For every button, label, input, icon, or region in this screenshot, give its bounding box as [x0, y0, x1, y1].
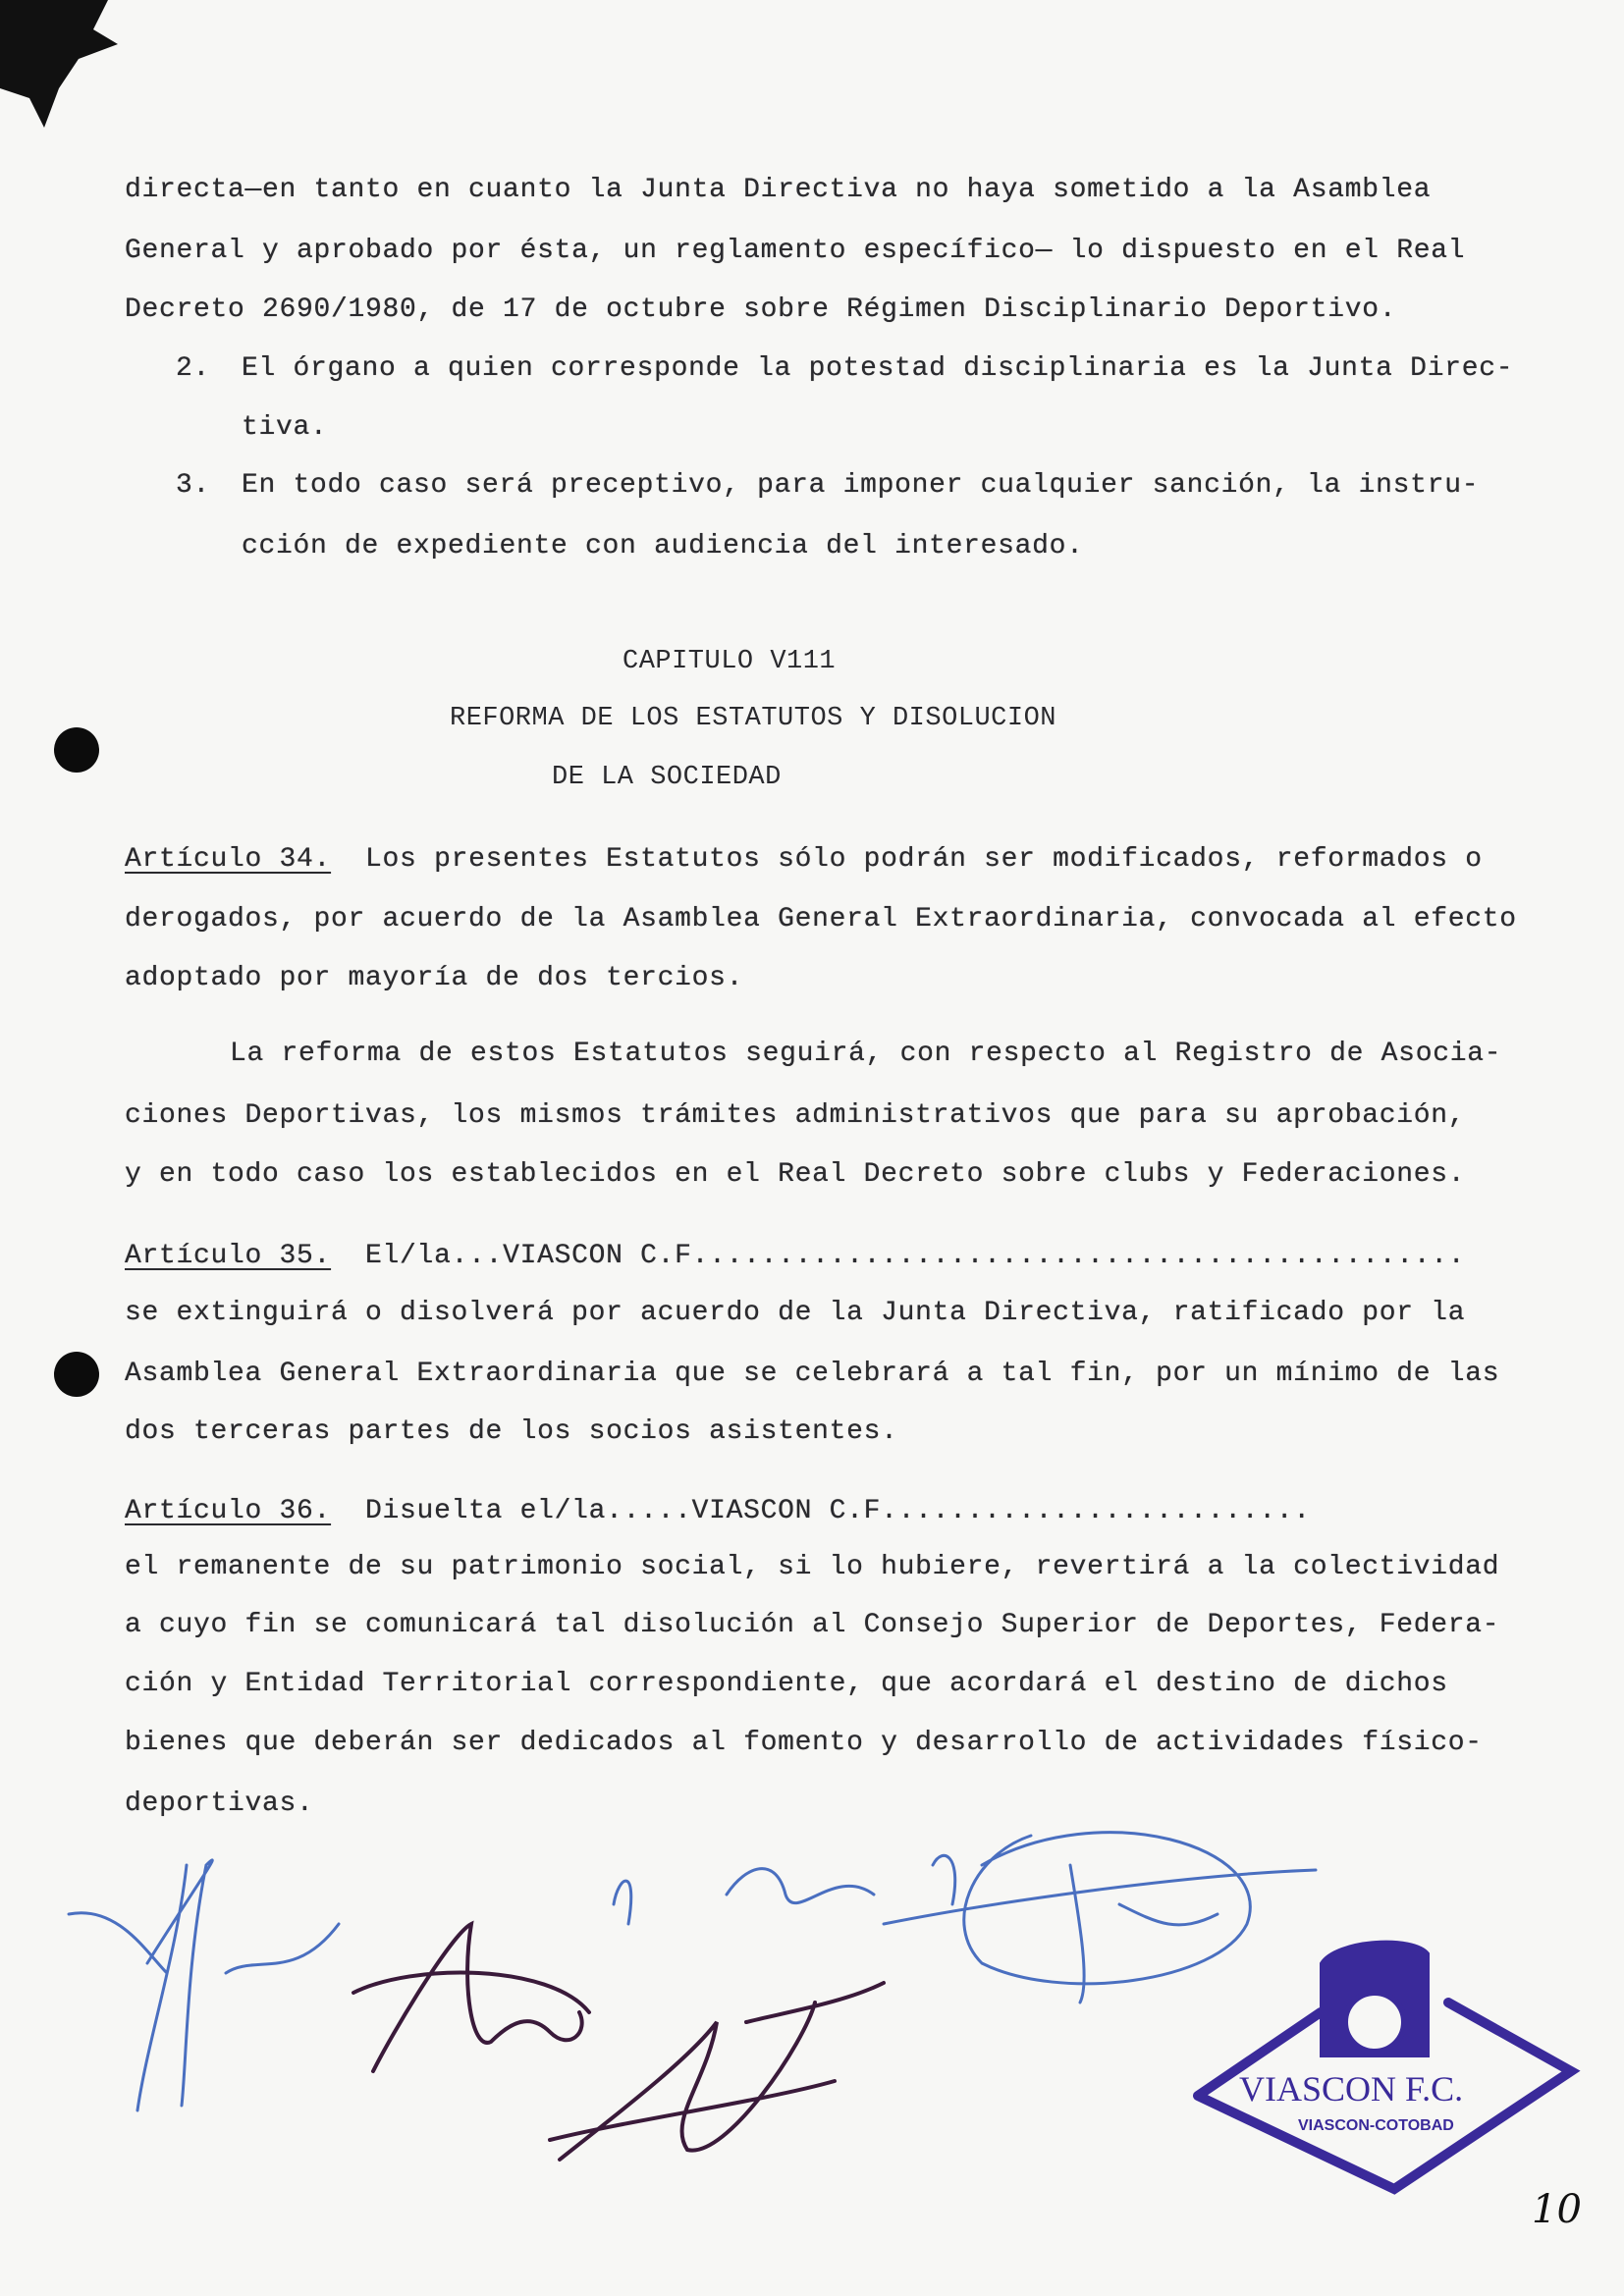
text-line: dos terceras partes de los socios asistentes. [125, 1416, 898, 1447]
text-line: derogados, por acuerdo de la Asamblea General Extraordinaria, convocada al efecto [125, 904, 1517, 934]
text-line: deportivas. [125, 1789, 314, 1819]
text-line: el remanente de su patrimonio social, si lo hubiere, revertirá a la colectividad [125, 1552, 1500, 1582]
article-label: Artículo 35. [125, 1241, 332, 1271]
signature-1 [69, 1860, 339, 2110]
text-line: directa—en tanto en cuanto la Junta Directiva no haya sometido a la Asamblea [125, 175, 1432, 205]
text-line: se extinguirá o disolverá por acuerdo de la Junta Directiva, ratificado por la [125, 1298, 1466, 1328]
text-line: Decreto 2690/1980, de 17 de octubre sobre Régimen Disciplinario Deportivo. [125, 294, 1397, 325]
scan-corner-mark [0, 0, 128, 128]
chapter-number: CAPITULO V111 [623, 647, 837, 676]
signature-2 [353, 1924, 884, 2160]
page-number: 10 [1532, 2187, 1582, 2232]
punch-hole [54, 727, 99, 773]
punch-hole [54, 1352, 99, 1397]
filled-blank-line: El/la...VIASCON C.F............................................. [331, 1241, 1466, 1271]
filled-blank-line: Disuelta el/la.....VIASCON C.F......................... [331, 1496, 1311, 1526]
text-line: ciones Deportivas, los mismos trámites administrativos que para su aprobación, [125, 1100, 1466, 1131]
text-line: Los presentes Estatutos sólo podrán ser modificados, reformados o [331, 844, 1483, 875]
article-36 [125, 1492, 1311, 1531]
text-line: La reforma de estos Estatutos seguirá, con respecto al Registro de Asocia- [230, 1039, 1502, 1069]
signature-3 [614, 1833, 1316, 2002]
stamp-mark [1198, 1942, 1571, 2189]
article-35 [125, 1237, 1465, 1276]
article-label: Artículo 34. [125, 844, 332, 875]
stamp-name: VIASCON F.C. [1239, 2069, 1464, 2109]
text-line: adoptado por mayoría de dos tercios. [125, 963, 744, 993]
text-line: Asamblea General Extraordinaria que se celebrará a tal fin, por un mínimo de las [125, 1359, 1500, 1389]
text-line: El órgano a quien corresponde la potestad disciplinaria es la Junta Direc- [242, 353, 1514, 384]
article-label: Artículo 36. [125, 1496, 332, 1526]
text-line: y en todo caso los establecidos en el Real Decreto sobre clubs y Federaciones. [125, 1159, 1466, 1190]
text-line: cción de expediente con audiencia del interesado. [242, 531, 1084, 561]
stamp-place: VIASCON-COTOBAD [1298, 2117, 1454, 2134]
text-line: ción y Entidad Territorial correspondiente, que acordará el destino de dichos [125, 1669, 1448, 1699]
text-line: tiva. [242, 412, 328, 443]
text-line: a cuyo fin se comunicará tal disolución al Consejo Superior de Deportes, Federa- [125, 1610, 1500, 1640]
text-line: bienes que deberán ser dedicados al fomento y desarrollo de actividades físico- [125, 1728, 1483, 1758]
signatures [0, 1747, 1624, 2218]
item-number: 3. [176, 470, 211, 501]
chapter-title: DE LA SOCIEDAD [552, 763, 782, 792]
article-34 [125, 840, 1483, 880]
text-line: General y aprobado por ésta, un reglamento específico— lo dispuesto en el Real [125, 236, 1466, 266]
item-number: 2. [176, 353, 211, 384]
text-line: En todo caso será preceptivo, para imponer cualquier sanción, la instru- [242, 470, 1480, 501]
chapter-title: REFORMA DE LOS ESTATUTOS Y DISOLUCION [450, 704, 1056, 733]
